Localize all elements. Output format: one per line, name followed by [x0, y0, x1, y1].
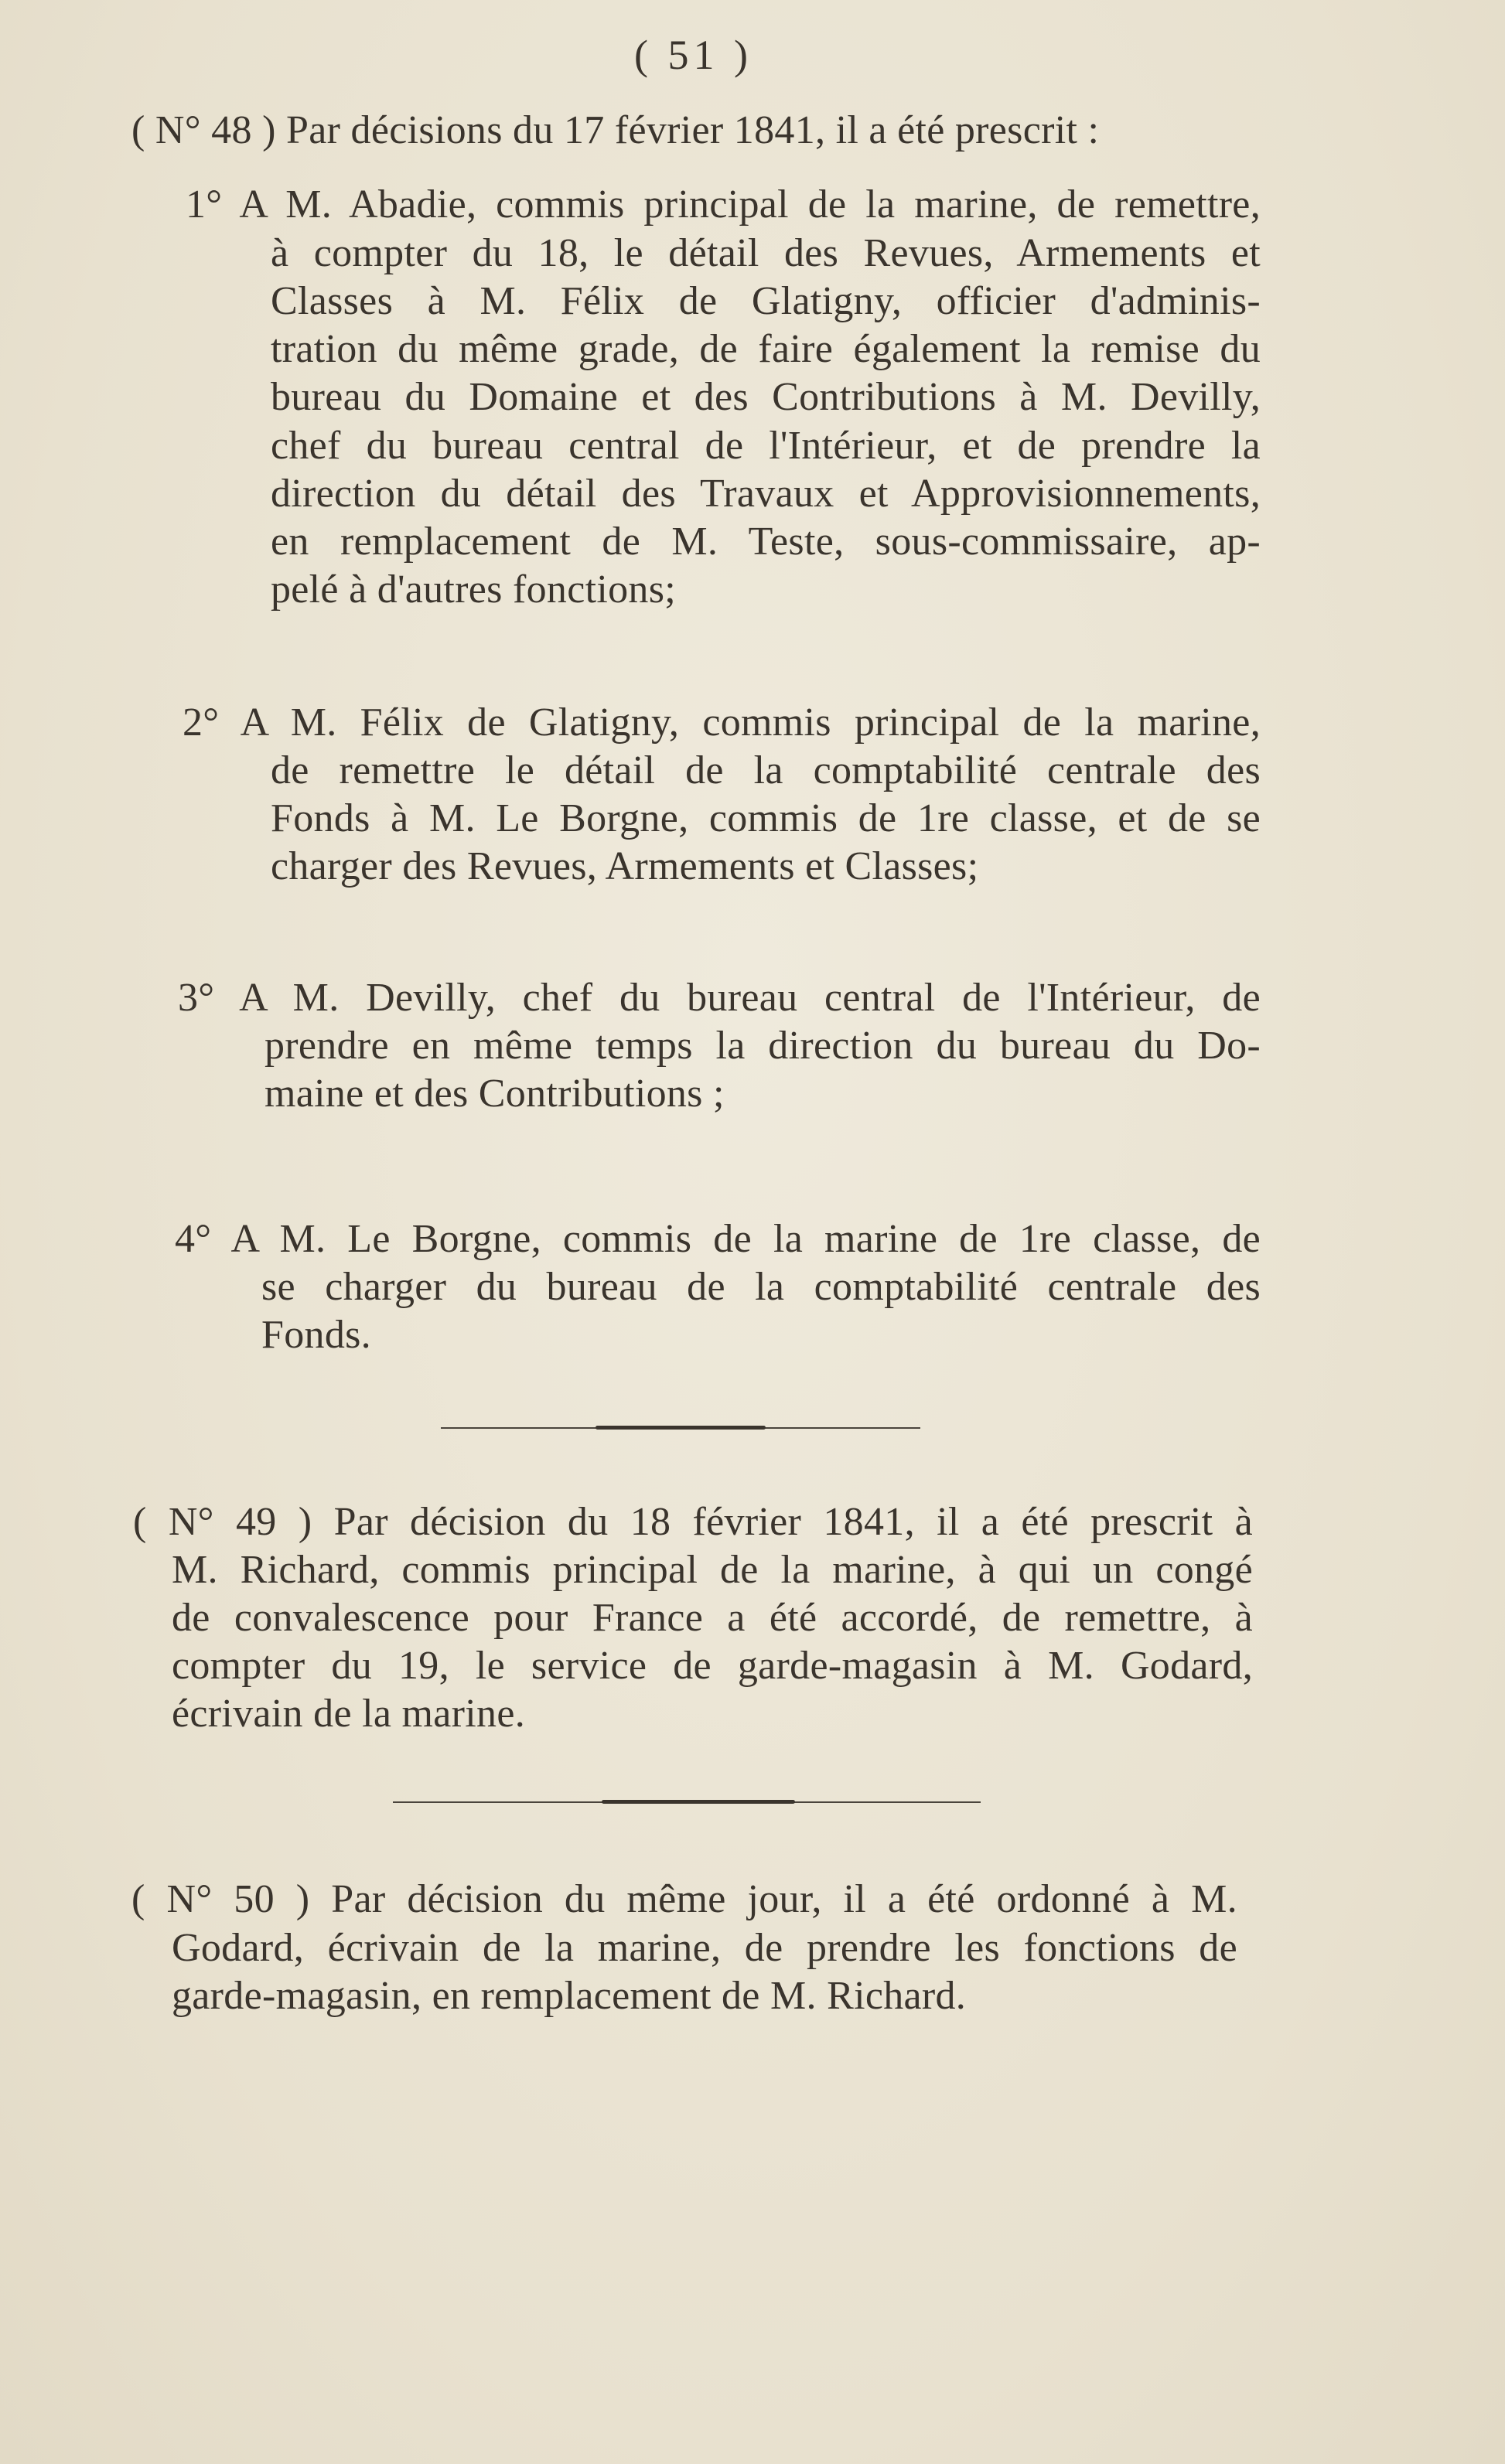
text-line: se charger du bureau de la comptabilité centrale des	[261, 1265, 1261, 1309]
text-line: chef du bureau central de l'Intérieur, et de prendre la	[271, 424, 1261, 468]
decision-48-intro: Par décisions du 17 février 1841, il a été prescrit :	[286, 108, 1100, 152]
text-line: de convalescence pour France a été accordé, de remettre, à	[172, 1596, 1253, 1640]
text-line: 1° A M. Abadie, commis principal de la marine, de remettre,	[186, 182, 1261, 227]
text-line: Classes à M. Félix de Glatigny, officier d'adminis-	[271, 279, 1261, 323]
text-line: de remettre le détail de la comptabilité centrale des	[271, 748, 1261, 792]
page-number: ( 51 )	[634, 32, 752, 78]
text-line: compter du 19, le service de garde-magasin à M. Godard,	[172, 1644, 1253, 1688]
text-line: Godard, écrivain de la marine, de prendre les fonctions de	[172, 1926, 1237, 1970]
text-line: ( N° 49 ) Par décision du 18 février 1841, il a été prescrit à	[133, 1500, 1253, 1544]
text-line: ( N° 50 ) Par décision du même jour, il a été ordonné à M.	[131, 1877, 1237, 1921]
decision-48-heading	[131, 107, 1099, 155]
text-line: tration du même grade, de faire également la remise du	[271, 327, 1261, 371]
text-line: 4° A M. Le Borgne, commis de la marine de 1re classe, de	[175, 1217, 1261, 1261]
text-line: M. Richard, commis principal de la marine, à qui un congé	[172, 1548, 1253, 1592]
text-line: écrivain de la marine.	[172, 1692, 526, 1736]
section-divider	[393, 1801, 981, 1803]
text-line: Fonds à M. Le Borgne, commis de 1re classe, et de se	[271, 796, 1261, 840]
text-line: maine et des Contributions ;	[264, 1072, 725, 1116]
text-line: en remplacement de M. Teste, sous-commissaire, ap-	[271, 520, 1261, 564]
section-divider	[441, 1427, 920, 1429]
decision-48-number: ( N° 48 )	[131, 108, 276, 152]
text-line: à compter du 18, le détail des Revues, Armements et	[271, 231, 1261, 275]
text-line: charger des Revues, Armements et Classes;	[271, 844, 979, 888]
text-line: Fonds.	[261, 1313, 371, 1357]
text-line: direction du détail des Travaux et Approvisionnements,	[271, 472, 1261, 516]
text-line: 3° A M. Devilly, chef du bureau central de l'Intérieur, de	[178, 976, 1261, 1020]
text-line: bureau du Domaine et des Contributions à M. Devilly,	[271, 375, 1261, 419]
text-line: garde-magasin, en remplacement de M. Richard.	[172, 1974, 967, 2018]
text-line: pelé à d'autres fonctions;	[271, 567, 676, 612]
text-line: 2° A M. Félix de Glatigny, commis principal de la marine,	[183, 700, 1261, 745]
text-line: prendre en même temps la direction du bureau du Do-	[264, 1024, 1261, 1068]
